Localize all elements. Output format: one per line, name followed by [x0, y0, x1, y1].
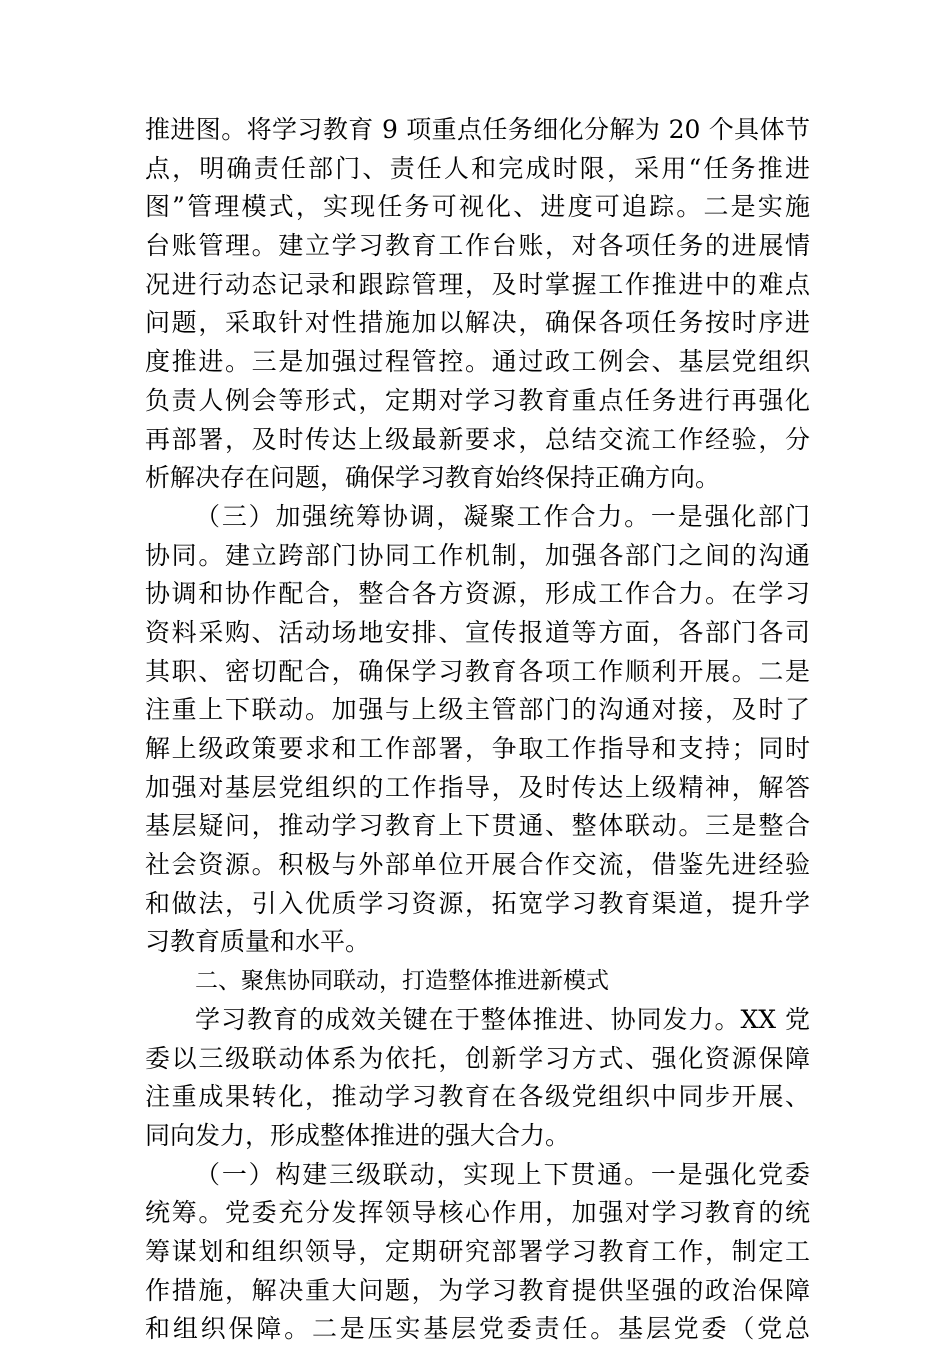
text-line: 解上级政策要求和工作部署，争取工作指导和支持；同时 — [145, 734, 810, 763]
text-line: 作措施，解决重大问题，为学习教育提供坚强的政治保障 — [145, 1275, 810, 1305]
subsection-line: （三）加强统筹协调，凝聚工作合力。一是强化部门 — [195, 501, 810, 531]
text-line: 协调和协作配合，整合各方资源，形成工作合力。在学习 — [145, 579, 810, 609]
text-line: 推进图。将学习教育 9 项重点任务细化分解为 20 个具体节 — [145, 115, 810, 144]
section-heading: 二、聚焦协同联动，打造整体推进新模式 — [195, 968, 609, 995]
text-line: 社会资源。积极与外部单位开展合作交流，借鉴先进经验 — [145, 850, 810, 880]
text-line: 况进行动态记录和跟踪管理，及时掌握工作推进中的难点 — [145, 269, 810, 299]
text-line: 委以三级联动体系为依托，创新学习方式、强化资源保障 — [145, 1043, 810, 1073]
text-line: 基层疑问，推动学习教育上下贯通、整体联动。三是整合 — [145, 811, 810, 841]
text-line: 负责人例会等形式，定期对学习教育重点任务进行再强化 — [145, 385, 810, 415]
text-line: 点，明确责任部门、责任人和完成时限，采用“任务推进 — [145, 153, 810, 183]
text-line: 习教育质量和水平。 — [145, 927, 371, 957]
text-line: 析解决存在问题，确保学习教育始终保持正确方向。 — [145, 463, 721, 493]
subsection-line: （一）构建三级联动，实现上下贯通。一是强化党委 — [195, 1159, 810, 1189]
text-line: 其职、密切配合，确保学习教育各项工作顺利开展。二是 — [145, 656, 810, 686]
text-line: 同向发力，形成整体推进的强大合力。 — [145, 1120, 571, 1150]
text-line: 和做法，引入优质学习资源，拓宽学习教育渠道，提升学 — [145, 888, 810, 918]
text-line: 加强对基层党组织的工作指导，及时传达上级精神，解答 — [145, 772, 810, 802]
text-line: 图”管理模式，实现任务可视化、进度可追踪。二是实施 — [145, 192, 810, 222]
text-line: 学习教育的成效关键在于整体推进、协同发力。XX 党 — [195, 1004, 810, 1034]
text-line: 度推进。三是加强过程管控。通过政工例会、基层党组织 — [145, 347, 810, 377]
text-line: 统筹。党委充分发挥领导核心作用，加强对学习教育的统 — [145, 1198, 810, 1228]
text-line: 协同。建立跨部门协同工作机制，加强各部门之间的沟通 — [145, 540, 810, 570]
document-body — [145, 111, 810, 1349]
text-line: 资料采购、活动场地安排、宣传报道等方面，各部门各司 — [145, 617, 810, 647]
text-line: 注重成果转化，推动学习教育在各级党组织中同步开展、 — [145, 1082, 810, 1112]
text-line: 问题，采取针对性措施加以解决，确保各项任务按时序进 — [145, 308, 810, 338]
text-line: 和组织保障。二是压实基层党委责任。基层党委（党总 — [145, 1314, 810, 1344]
text-line: 台账管理。建立学习教育工作台账，对各项任务的进展情 — [145, 231, 810, 261]
text-line: 注重上下联动。加强与上级主管部门的沟通对接，及时了 — [145, 695, 810, 725]
text-line: 筹谋划和组织领导，定期研究部署学习教育工作，制定工 — [145, 1236, 810, 1266]
text-line: 再部署，及时传达上级最新要求，总结交流工作经验，分 — [145, 424, 810, 454]
